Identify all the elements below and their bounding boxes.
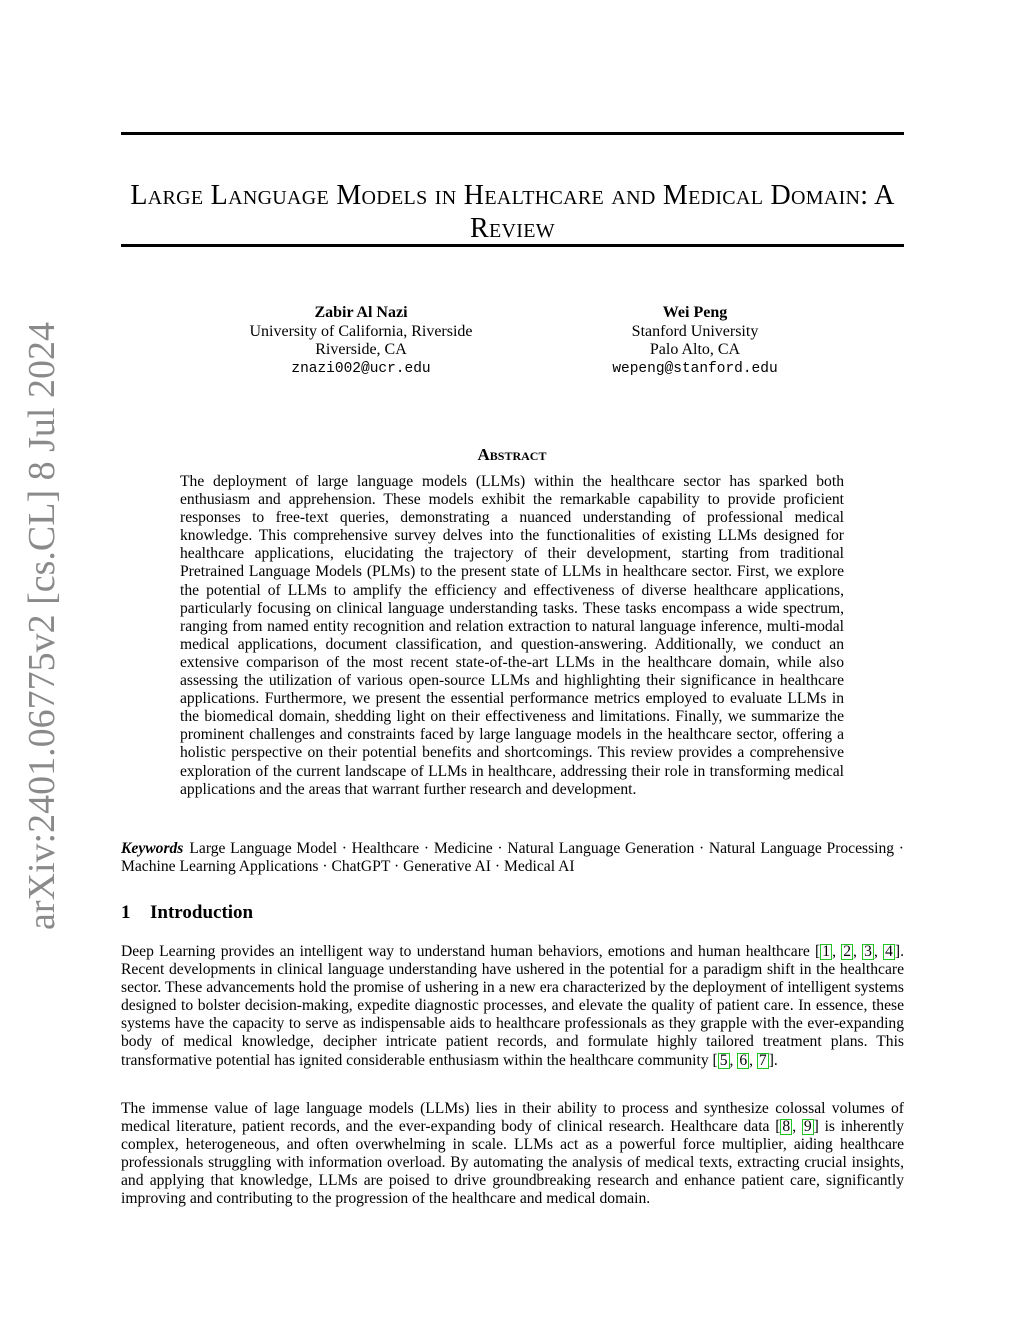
- para-text: ] is inherently complex, heterogeneous, and often overwhelming in scale. LLMs act as a powerful force multiplier, aiding healthcare professionals struggling with information overload. By automating the analysis of medical texts, extracting crucial insights, and applying that knowledge, LLMs are poised to drive groundbreaking research and enhance patient care, significantly improving and contributing to the progression of the healthcare and medical domain.: [121, 1118, 904, 1208]
- section-heading: [121, 902, 904, 924]
- para-text: ]. Recent developments in clinical language understanding have ushered in the potential for a paradigm shift in the healthcare sector. These advancements hold the promise of ushering in a new era characterized by the deployment of intelligent systems designed to bolster decision-making, expedite diagnostic processes, and elevate the quality of patient care. In essence, these systems have the capacity to serve as indispensable aids to healthcare professionals as they grapple with the ever-expanding body of medical knowledge, decipher intricate patient records, and formulate highly tailored treatment plans. This transformative potential has ignited considerable enthusiasm within the healthcare community [: [121, 943, 905, 1069]
- title-rule-top: [121, 132, 904, 135]
- author-block: [570, 304, 820, 378]
- para-text: ].: [768, 1051, 778, 1069]
- author-email[interactable]: wepeng@stanford.edu: [612, 360, 778, 377]
- citation-link[interactable]: 1: [822, 943, 831, 960]
- citation-link[interactable]: 7: [758, 1051, 767, 1069]
- author-location: Palo Alto, CA: [649, 341, 741, 358]
- citation-link[interactable]: 4: [885, 943, 893, 960]
- citation-link[interactable]: 3: [864, 943, 872, 960]
- title-rule-bottom: [121, 244, 904, 247]
- author-affiliation: Stanford University: [631, 322, 759, 340]
- keywords: [121, 840, 904, 876]
- author-name: Wei Peng: [662, 304, 728, 321]
- keywords-list: Large Language Model · Healthcare · Medicine · Natural Language Generation · Natural Language Processing · Machine Learning Applications · ChatGPT · Generative AI · Medical AI: [121, 840, 904, 876]
- keywords-label: Keywords: [121, 840, 184, 857]
- author-email[interactable]: znazi002@ucr.edu: [291, 360, 431, 377]
- section-number: 1: [121, 902, 131, 923]
- author-affiliation: University of California, Riverside: [249, 322, 473, 340]
- para-text: The immense value of lage language models (LLMs) lies in their ability to process and synthesize colossal volumes of medical literature, patient records, and the ever-expanding body of clinical research. Healthcare data [: [121, 1100, 904, 1136]
- citation-link[interactable]: 8: [782, 1118, 791, 1136]
- abstract-text: The deployment of large language models (LLMs) within the healthcare sector has sparked both enthusiasm and apprehension. These models exhibit the remarkable capability to provide proficient responses to free-text queries, demonstrating a nuanced understanding of professional medical knowledge. This comprehensive survey delves into the functionalities of existing LLMs designed for healthcare applications, elucidating the trajectory of their development, starting from traditional Pretrained Language Models (PLMs) to the present state of LLMs in healthcare sector. First, we explore the potential of LLMs to amplify the efficiency and effectiveness of diverse healthcare applications, particularly focusing on clinical language understanding tasks. These tasks encompass a wide spectrum, ranging from named entity recognition and relation extraction to natural language inference, multi-modal medical applications, document classification, and question-answering. Additionally, we conduct an extensive comparison of the most recent state-of-the-art LLMs in the healthcare domain, while also assessing the utilization of various open-source LLMs and highlighting their significance in healthcare applications. Furthermore, we present the essential performance metrics employed to evaluate LLMs in the biomedical domain, shedding light on their effectiveness and limitations. Finally, we summarize the prominent challenges and constraints faced by large language models in the healthcare sector, offering a holistic perspective on their potential benefits and shortcomings. This review provides a comprehensive exploration of the current landscape of LLMs in healthcare, addressing their role in transforming medical applications and the areas that warrant further research and development.: [180, 473, 844, 798]
- abstract-heading: Abstract: [477, 445, 547, 464]
- citation-link[interactable]: 9: [803, 1118, 812, 1136]
- author-block: [236, 304, 486, 378]
- author-location: Riverside, CA: [315, 341, 407, 358]
- intro-paragraph-1: Deep Learning provides an intelligent way to understand human behaviors, emotions and human healthcare [ 1 , 2 , 3 , 4 ]. Recent developments in clinical language understanding have ushered in the potential for a paradigm shift in the healthcare sector. These advancements hold the promise of ushering in a new era characterized by the deployment of intelligent systems designed to bolster decision-making, expedite diagnostic processes, and elevate the quality of patient care. In essence, these systems have the capacity to serve as indispensable aids to healthcare professionals as they grapple with the ever-expanding body of medical knowledge, decipher intricate patient records, and formulate highly tailored treatment plans. This transformative potential has ignited considerable enthusiasm within the healthcare community [ 5 , 6 , 7 ].: [121, 943, 905, 1069]
- paper-title: Large Language Models in Healthcare and Medical Domain: A Review: [130, 179, 895, 244]
- citation-link[interactable]: 6: [739, 1051, 748, 1069]
- para-text: Deep Learning provides an intelligent way to understand human behaviors, emotions and human healthcare [: [121, 943, 821, 960]
- section-title: Introduction: [150, 902, 254, 923]
- citation-link[interactable]: 5: [719, 1051, 728, 1069]
- intro-paragraph-2: The immense value of lage language models (LLMs) lies in their ability to process and synthesize colossal volumes of medical literature, patient records, and the ever-expanding body of clinical research. Healthcare data [ 8 , 9 ] is inherently complex, heterogeneous, and often overwhelming in scale. LLMs act as a powerful force multiplier, aiding healthcare professionals struggling with information overload. By automating the analysis of medical texts, extracting crucial insights, and applying that knowledge, LLMs are poised to drive groundbreaking research and enhance patient care, significantly improving and contributing to the progression of the healthcare and medical domain.: [121, 1100, 904, 1208]
- arxiv-stamp: arXiv:2401.06775v2 [cs.CL] 8 Jul 2024: [21, 322, 63, 930]
- author-name: Zabir Al Nazi: [314, 304, 408, 321]
- citation-link[interactable]: 2: [843, 943, 852, 960]
